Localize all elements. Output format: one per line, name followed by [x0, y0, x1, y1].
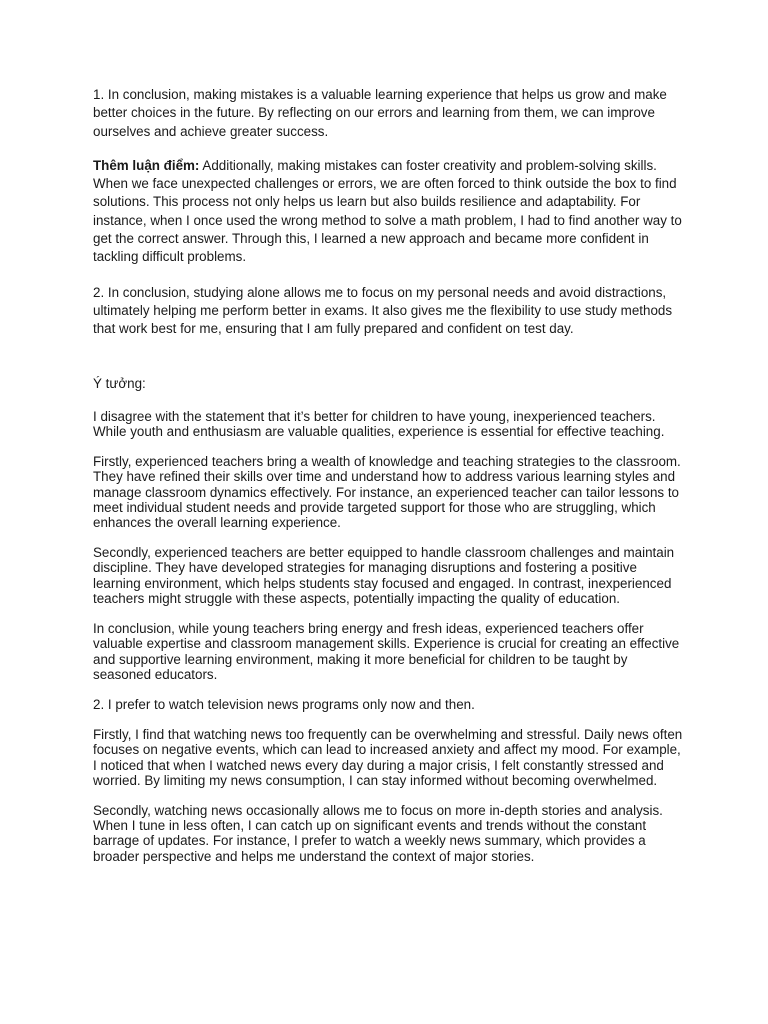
- document-page: [93, 86, 683, 864]
- idea-heading: Ý tưởng:: [93, 375, 146, 391]
- paragraph-news-thesis: 2. I prefer to watch television news programs only now and then.: [93, 696, 475, 712]
- paragraph-essay-conclusion: In conclusion, while young teachers bring energy and fresh ideas, experienced teachers offer valuable expertise and classroom management skills. Experience is crucial for creating an effective and supportive learning environment, making it more beneficial for children to be taught by seasoned educators.: [93, 621, 680, 682]
- additional-point-body: Additionally, making mistakes can foster creativity and problem-solving skills. When we face unexpected challenges or errors, we are often forced to think outside the box to find solutions. This process not only helps us learn but also builds resilience and adaptability. For instance, when I once used the wrong method to solve a math problem, I had to find another way to get the correct answer. Through this, I learned a new approach and became more confident in tackling difficult problems.: [93, 157, 682, 265]
- paragraph-essay-intro: I disagree with the statement that it’s better for children to have young, inexperienced teachers. While youth and enthusiasm are valuable qualities, experience is essential for effective teaching.: [93, 408, 665, 440]
- paragraph-conclusion-studying-alone: 2. In conclusion, studying alone allows me to focus on my personal needs and avoid distractions, ultimately helping me perform better in exams. It also gives me the flexibility to use study methods that work best for me, ensuring that I am fully prepared and confident on test day.: [93, 284, 673, 337]
- paragraph-news-firstly: Firstly, I find that watching news too frequently can be overwhelming and stressful. Daily news often focuses on negative events, which can lead to increased anxiety and affect my mood. For example, I noticed that when I watched news every day during a major crisis, I felt constantly stressed and worried. By limiting my news consumption, I can stay informed without becoming overwhelmed.: [93, 727, 683, 788]
- paragraph-news-secondly: Secondly, watching news occasionally allows me to focus on more in-depth stories and analysis. When I tune in less often, I can catch up on significant events and trends without the constant barrage of updates. For instance, I prefer to watch a weekly news summary, which provides a broader perspective and helps me understand the context of major stories.: [93, 802, 663, 864]
- paragraph-additional-point: [93, 157, 683, 267]
- additional-point-label: Thêm luận điểm:: [93, 157, 200, 173]
- paragraph-essay-secondly: Secondly, experienced teachers are better equipped to handle classroom challenges and maintain discipline. They have developed strategies for managing disruptions and fostering a positive learning environment, which helps students stay focused and engaged. In contrast, inexperienced teachers might struggle with these aspects, potentially impacting the quality of education.: [93, 545, 675, 606]
- paragraph-conclusion-mistakes: 1. In conclusion, making mistakes is a valuable learning experience that helps us grow and make better choices in the future. By reflecting on our errors and learning from them, we can improve ourselves and achieve greater success.: [93, 87, 667, 139]
- paragraph-essay-firstly: Firstly, experienced teachers bring a wealth of knowledge and teaching strategies to the classroom. They have refined their skills over time and understand how to address various learning styles and manage classroom dynamics effectively. For instance, an experienced teacher can tailor lessons to meet individual student needs and provide targeted support for those who are struggling, which enhances the overall learning experience.: [93, 454, 681, 531]
